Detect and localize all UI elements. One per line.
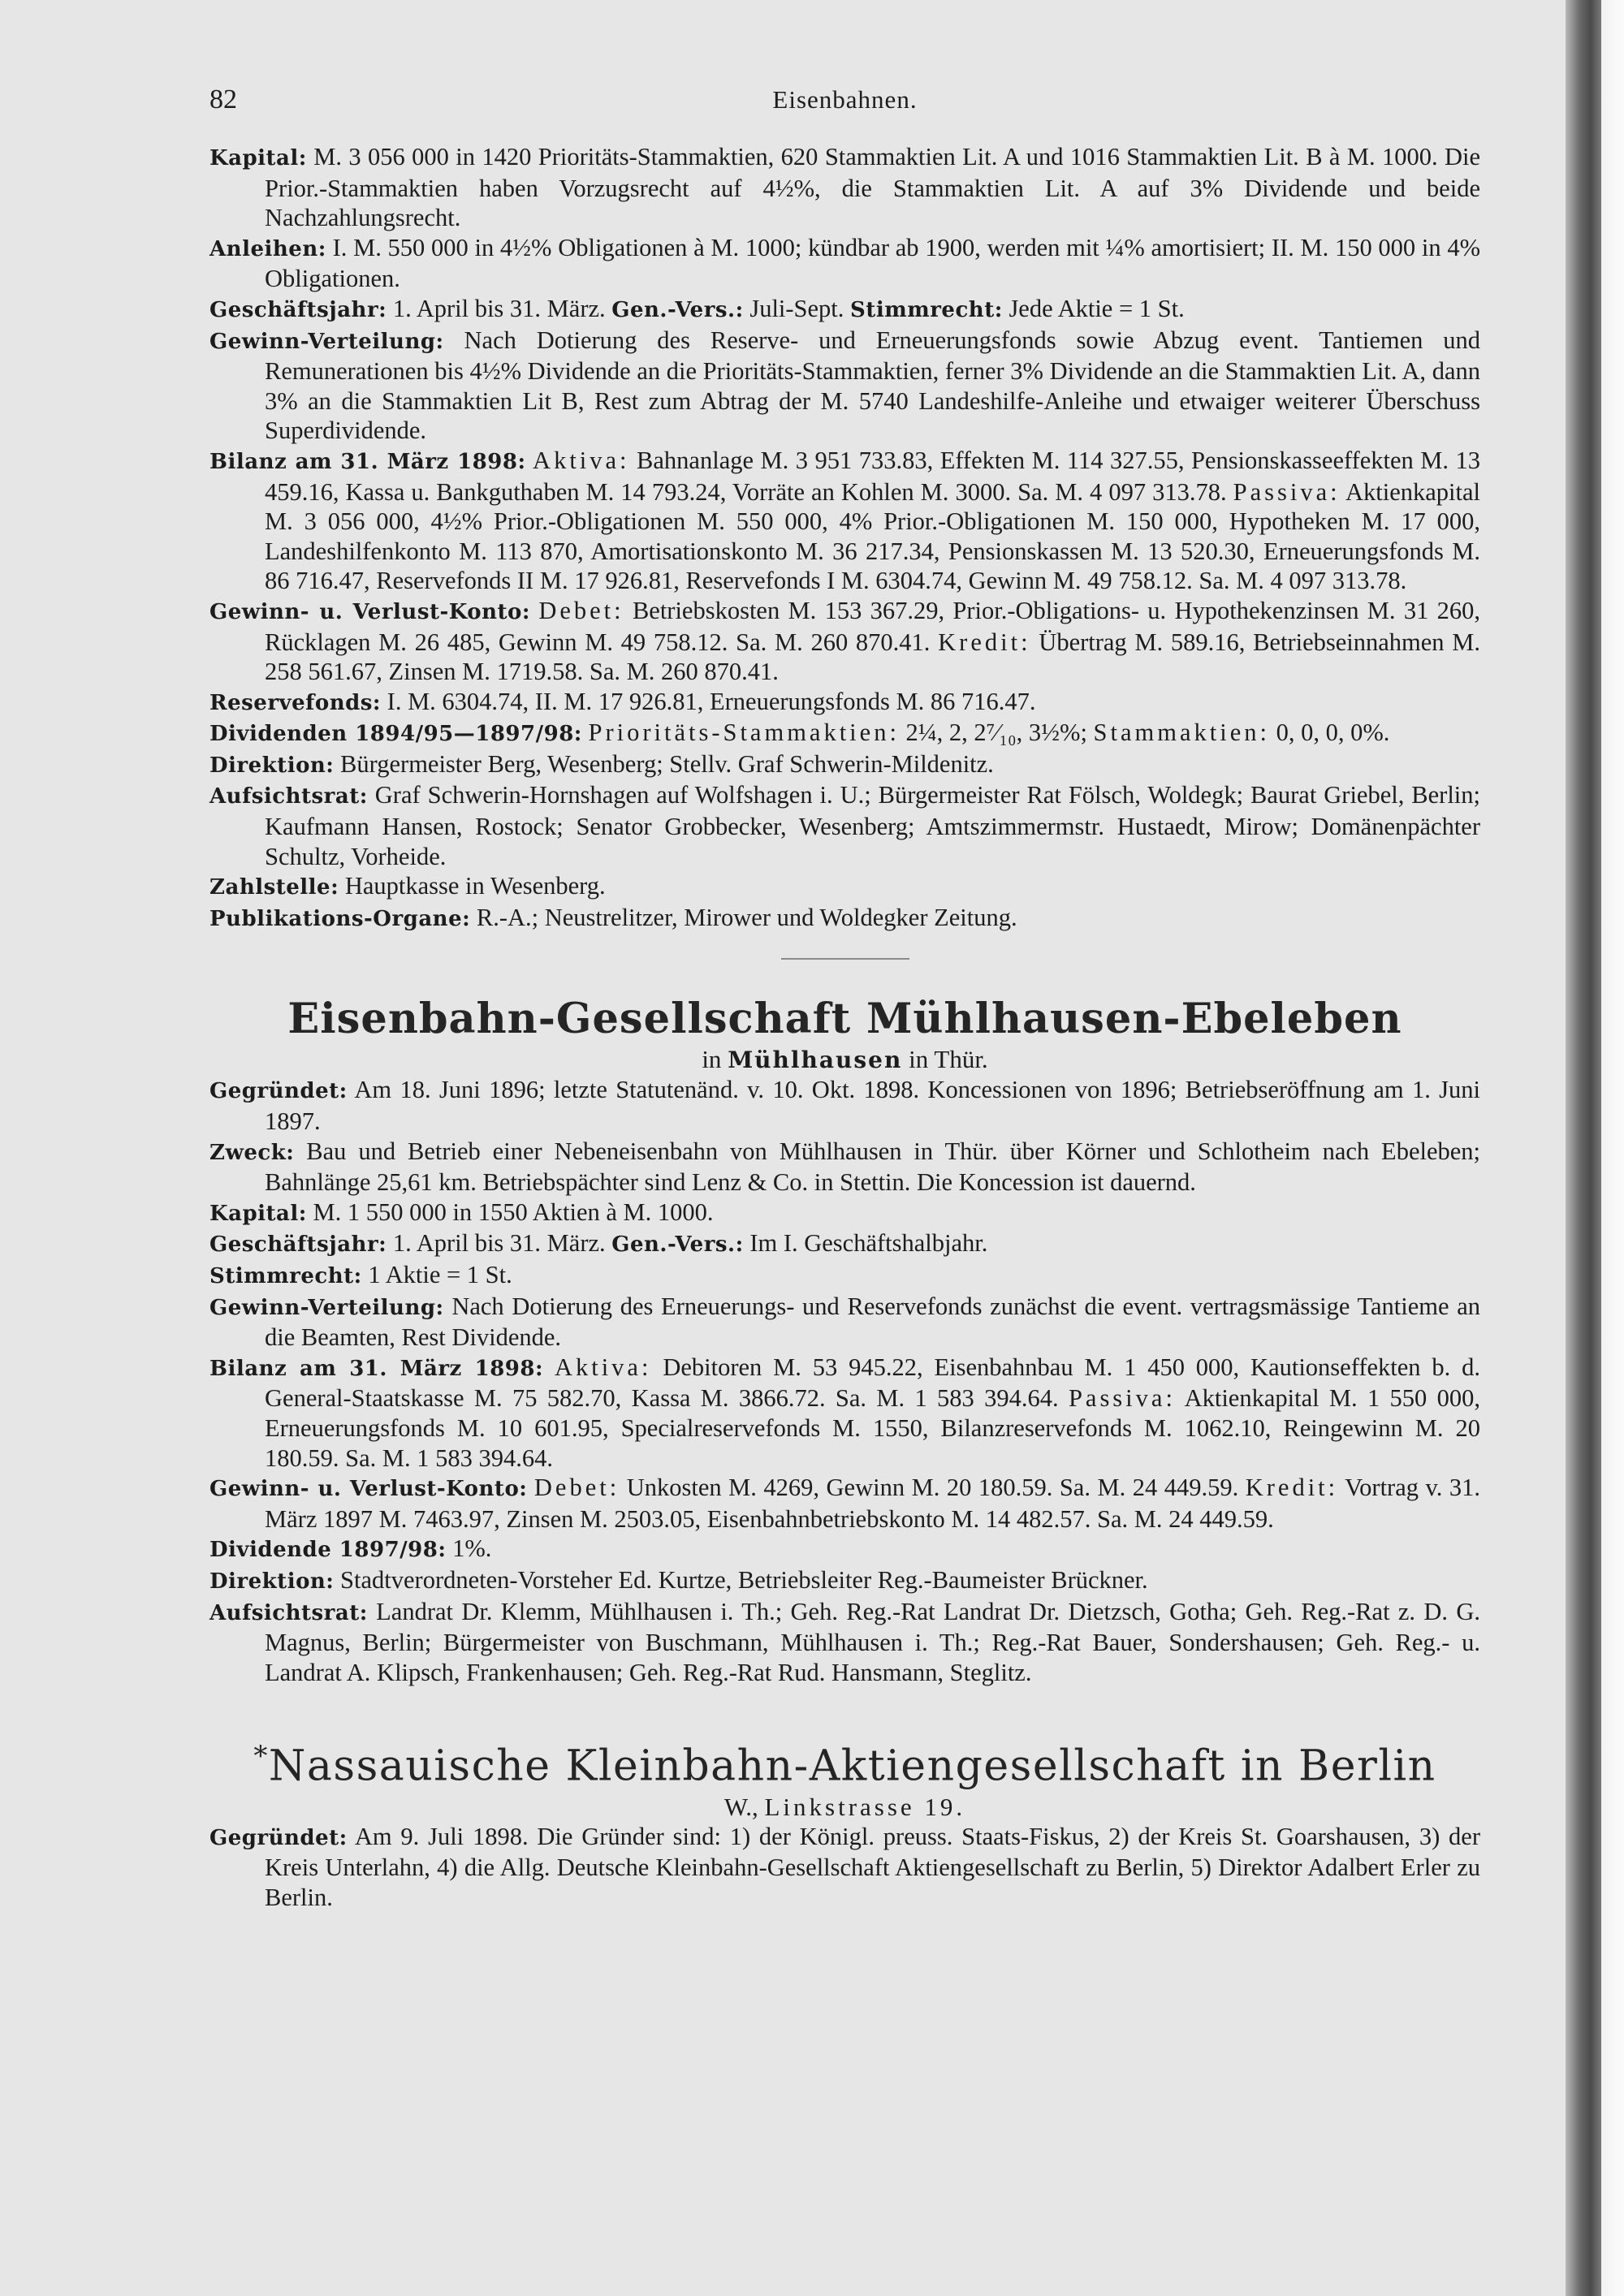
location-prefix: in xyxy=(702,1045,722,1074)
entry-label: Anleihen: xyxy=(209,236,326,261)
entry-text: Landrat Dr. Klemm, Mühlhausen i. Th.; Geh. Reg.-Rat Landrat Dr. Dietzsch, Gotha; Geh. Reg.-Rat z. D. G. Magnus, Berlin; Bürgermeister von Buschmann, Mühlhausen i. Th.; Reg.-Rat Bauer, Sondershausen; Geh. Reg.- u. Landrat A. Klipsch, Frankenhausen; Geh. Reg.-Rat Rud. Hansmann, Steglitz. xyxy=(265,1597,1480,1686)
entry-text: Am 9. Juli 1898. Die Gründer sind: 1) der Königl. preuss. Staats-Fiskus, 2) der Kreis St. Goarshausen, 3) der Kreis Unterlahn, 4) die Allg. Deutsche Kleinbahn-Gesellschaft Aktiengesellschaft zu Berlin, 5) Direktor Adalbert Erler zu Berlin. xyxy=(265,1822,1480,1911)
entry-direktion xyxy=(209,1565,1480,1597)
company-address xyxy=(209,1792,1480,1822)
asterisk-mark: * xyxy=(253,1740,269,1773)
location-suffix: in Thür. xyxy=(909,1045,988,1074)
entry-subhead: Passiva: xyxy=(1233,477,1341,506)
entry-text: Aktienkapital M. 1 550 000, Erneuerungsfonds M. 10 601.95, Specialreservefonds M. 1550, Bilanzreservefonds M. 1062.10, Reingewinn M. 20 180.59. Sa. M. 1 583 394.64. xyxy=(265,1384,1480,1472)
entry-label: Stimmrecht: xyxy=(209,1264,362,1288)
company-title: Eisenbahn-Gesellschaft Mühlhausen-Ebeleben xyxy=(287,995,1402,1044)
entry-gewinn-verlust xyxy=(209,1473,1480,1534)
entry-subhead: Kredit: xyxy=(1245,1474,1339,1502)
entry-anleihen xyxy=(209,233,1480,294)
entry-subhead: Prioritäts-Stammaktien: xyxy=(588,719,900,747)
entry-kapital xyxy=(209,1198,1480,1229)
entry-text: I. M. 550 000 in 4½% Obligationen à M. 1000; kündbar ab 1900, werden mit ¼% amortisiert; II. M. 150 000 in 4% Obligationen. xyxy=(265,233,1481,293)
entry-label: Stimmrecht: xyxy=(850,297,1003,322)
entry-gewinn-verteilung xyxy=(209,1292,1480,1353)
entry-text: Vortrag v. 31. März 1897 M. 7463.97, Zinsen M. 2503.05, Eisenbahnbetriebskonto M. 14 482.57. Sa. M. 24 449.59. xyxy=(265,1474,1481,1533)
entry-text: Unkosten M. 4269, Gewinn M. 20 180.59. Sa. M. 24 449.59. xyxy=(626,1474,1239,1502)
entry-zweck xyxy=(209,1137,1480,1198)
entry-direktion xyxy=(209,749,1480,781)
entry-label: Gen.-Vers.: xyxy=(611,1232,744,1258)
entry-text: Nach Dotierung des Erneuerungs- und Reservefonds zunächst die event. vertragsmässige Tantieme an die Beamten, Rest Dividende. xyxy=(265,1292,1480,1352)
entry-zahlstelle xyxy=(209,871,1480,903)
entry-aufsichtsrat xyxy=(209,780,1480,871)
entry-label: Gewinn-Verteilung: xyxy=(209,329,444,354)
entry-label: Geschäftsjahr: xyxy=(209,1232,387,1258)
entry-text: Betriebskosten M. 153 367.29, Prior.-Obligations- u. Hypothekenzinsen M. 31 260, Rücklagen M. 26 485, Gewinn M. 49 758.12. Sa. M. 260 870.41. xyxy=(265,596,1481,656)
entry-label: Gewinn- u. Verlust-Konto: xyxy=(209,599,530,624)
entry-text: Bau und Betrieb einer Nebeneisenbahn von Mühlhausen in Thür. über Körner und Schlotheim nach Ebeleben; Bahnlänge 25,61 km. Betriebspächter sind Lenz & Co. in Stettin. Die Koncession ist dauernd. xyxy=(265,1137,1481,1197)
entry-aufsichtsrat xyxy=(209,1597,1480,1688)
entry-subhead: Passiva: xyxy=(1068,1384,1176,1413)
entry-text: Debitoren M. 53 945.22, Eisenbahnbau M. 1 450 000, Kautionseffekten b. d. General-Staatskasse M. 75 582.70, Kassa M. 3866.72. Sa. M. 1 583 394.64. xyxy=(265,1353,1481,1413)
section-divider xyxy=(781,958,909,960)
entry-dividende xyxy=(209,1534,1480,1565)
entry-subhead: Aktiva: xyxy=(533,446,630,474)
entry-label: Gewinn- u. Verlust-Konto: xyxy=(209,1477,528,1502)
entry-text: I. M. 6304.74, II. M. 17 926.81, Erneuerungsfonds M. 86 716.47. xyxy=(387,687,1036,715)
entry-text: 1. April bis 31. März. xyxy=(392,1229,606,1258)
entry-text: M. 3 056 000 in 1420 Prioritäts-Stammaktien, 620 Stammaktien Lit. A und 1016 Stammaktien Lit. B à M. 1000. Die Prior.-Stammaktien haben Vorzugsrecht auf 4½%, die Stammaktien Lit. A auf 3% Dividende und beide Nachzahlungsrecht. xyxy=(265,143,1481,232)
entry-label: Aufsichtsrat: xyxy=(209,1600,368,1625)
entry-bilanz xyxy=(209,446,1480,596)
entry-reservefonds xyxy=(209,687,1480,719)
entry-subhead: Debet: xyxy=(538,596,624,624)
entry-text: Bürgermeister Berg, Wesenberg; Stellv. Graf Schwerin-Mildenitz. xyxy=(340,749,994,778)
entry-label: Direktion: xyxy=(209,1569,335,1594)
entry-text: Nach Dotierung des Reserve- und Erneuerungsfonds sowie Abzug event. Tantiemen und Remunerationen bis 4½% Dividende an die Prioritäts-Stammaktien, ferner 3% Dividende an die Stammaktien Lit. A, dann 3% an die Stammaktien Lit B, Rest zum Abtrag der M. 5740 Landeshilfe-Anleihe und etwaiger weiterer Überschuss Superdividende. xyxy=(265,326,1480,445)
entry-text: Juli-Sept. xyxy=(749,294,844,322)
entry-gegruendet xyxy=(209,1075,1480,1136)
entry-publikations-organe xyxy=(209,903,1480,934)
entry-label: Gegründet: xyxy=(209,1825,348,1850)
entry-text: Graf Schwerin-Hornshagen auf Wolfshagen i. U.; Bürgermeister Rat Fölsch, Woldegk; Baurat Griebel, Berlin; Kaufmann Hansen, Rostock; Senator Grobbecker, Wesenberg; Amtszimmermstr. Hustaedt, Mirow; Domänenpächter Schultz, Vorheide. xyxy=(265,781,1481,870)
entry-label: Dividende 1897/98: xyxy=(209,1538,447,1563)
address-prefix: W., xyxy=(723,1792,758,1821)
entry-dividenden xyxy=(209,718,1480,749)
entry-label: Publikations-Organe: xyxy=(209,906,471,931)
entry-geschaeftsjahr xyxy=(209,294,1480,326)
entry-bilanz xyxy=(209,1353,1480,1473)
company-location xyxy=(209,1044,1480,1075)
page-edge xyxy=(1601,0,1624,2296)
company-title xyxy=(209,1731,1480,1791)
entry-subhead: Stammaktien: xyxy=(1093,719,1270,747)
entry-gewinn-verlust xyxy=(209,596,1480,687)
company-name: Nassauische Kleinbahn-Aktiengesellschaft in Berlin xyxy=(268,1741,1436,1791)
entry-stimmrecht xyxy=(209,1260,1480,1292)
entry-text: Aktienkapital M. 3 056 000, 4½% Prior.-Obligationen M. 550 000, 4% Prior.-Obligationen M. 150 000, Hypotheken M. 17 000, Landeshilfenkonto M. 113 870, Amortisationskonto M. 36 217.34, Pensionskassen M. 13 520.30, Erneuerungsfonds M. 86 716.47, Reservefonds II M. 17 926.81, Reservefonds I M. 6304.74, Gewinn M. 49 758.12. Sa. M. 4 097 313.78. xyxy=(265,477,1480,595)
running-title: Eisenbahnen. xyxy=(772,85,918,114)
entry-geschaeftsjahr xyxy=(209,1228,1480,1260)
location-city: Mühlhausen xyxy=(728,1047,903,1074)
entry-gegruendet xyxy=(209,1822,1480,1913)
entry-text: Stadtverordneten-Vorsteher Ed. Kurtze, Betriebsleiter Reg.-Baumeister Brückner. xyxy=(340,1565,1148,1594)
entry-kapital xyxy=(209,142,1480,233)
page-number: 82 xyxy=(209,84,237,114)
entry-label: Kapital: xyxy=(209,1201,307,1226)
entry-label: Dividenden 1894/95—1897/98: xyxy=(209,722,582,747)
entry-label: Gen.-Vers.: xyxy=(611,297,744,322)
entry-text: Im I. Geschäftshalbjahr. xyxy=(749,1229,988,1258)
entry-label: Bilanz am 31. März 1898: xyxy=(209,449,526,474)
entry-text: Am 18. Juni 1896; letzte Statutenänd. v. 10. Okt. 1898. Koncessionen von 1896; Betriebseröffnung am 1. Juni 1897. xyxy=(265,1076,1480,1136)
entry-text: R.-A.; Neustrelitzer, Mirower und Woldegker Zeitung. xyxy=(476,903,1017,931)
entry-label: Reservefonds: xyxy=(209,690,382,715)
entry-label: Direktion: xyxy=(209,753,335,778)
entry-subhead: Debet: xyxy=(533,1474,620,1502)
entry-subhead: Kredit: xyxy=(938,628,1031,656)
entry-text: 1. April bis 31. März. xyxy=(392,294,606,322)
entry-label: Aufsichtsrat: xyxy=(209,784,368,809)
entry-label: Zahlstelle: xyxy=(209,875,339,900)
entry-label: Zweck: xyxy=(209,1140,295,1165)
entry-label: Gewinn-Verteilung: xyxy=(209,1295,444,1320)
address-street: Linkstrasse 19. xyxy=(764,1792,966,1821)
entry-text: 0, 0, 0, 0%. xyxy=(1276,719,1390,747)
entry-text: M. 1 550 000 in 1550 Aktien à M. 1000. xyxy=(313,1198,714,1226)
entry-text: 1 Aktie = 1 St. xyxy=(368,1261,512,1288)
entry-text: Hauptkasse in Wesenberg. xyxy=(344,872,606,900)
entry-label: Geschäftsjahr: xyxy=(209,297,387,322)
entry-label: Gegründet: xyxy=(209,1079,348,1104)
book-spine-shadow xyxy=(1566,0,1601,2296)
entry-text: Bahnanlage M. 3 951 733.83, Effekten M. 114 327.55, Pensionskasseeffekten M. 13 459.16, Kassa u. Bankguthaben M. 14 793.24, Vorräte an Kohlen M. 3000. Sa. M. 4 097 313.78. xyxy=(265,446,1481,506)
entry-text: Übertrag M. 589.16, Betriebseinnahmen M. 258 561.67, Zinsen M. 1719.58. Sa. M. 260 870.41. xyxy=(265,628,1481,686)
entry-text: 2¼, 2, 2⁷⁄₁₀, 3½%; xyxy=(905,719,1087,747)
page-content xyxy=(209,85,1480,1912)
entry-label: Bilanz am 31. März 1898: xyxy=(209,1356,544,1381)
running-header xyxy=(209,85,1480,142)
entry-subhead: Aktiva: xyxy=(554,1353,652,1381)
entry-label: Kapital: xyxy=(209,146,307,170)
entry-text: Jede Aktie = 1 St. xyxy=(1009,294,1185,322)
entry-text: 1%. xyxy=(452,1534,492,1563)
entry-gewinn-verteilung xyxy=(209,326,1480,446)
